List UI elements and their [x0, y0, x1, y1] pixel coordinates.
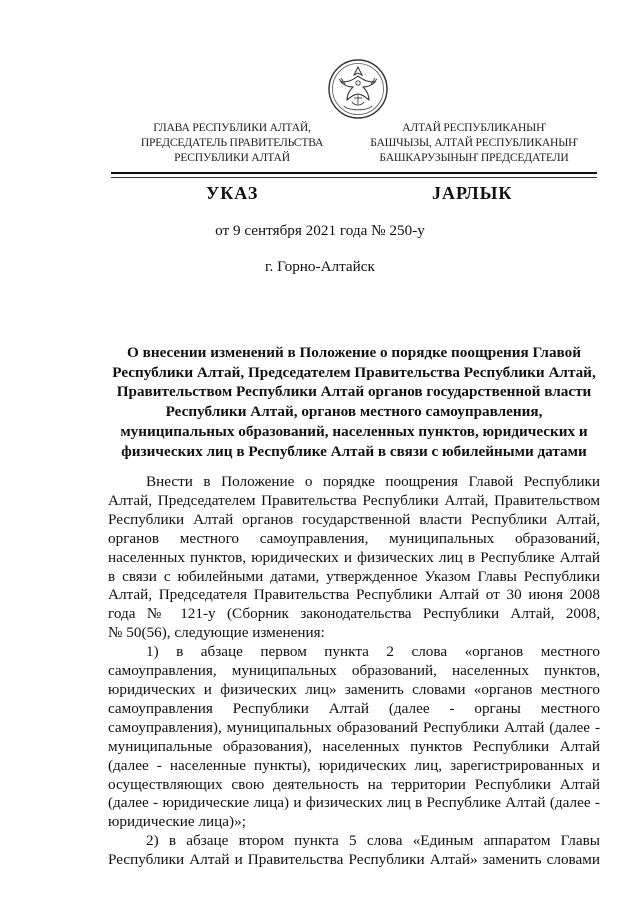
body-line: муниципальные образования), населенных пунктов Республики Алтай	[108, 737, 600, 755]
subject-line: муниципальных образований, населенных пунктов, юридических и	[120, 422, 588, 440]
body-line: Республики Алтай и Правительства Республики Алтай» заменить словами	[108, 851, 600, 869]
header-left-line: РЕСПУБЛИКИ АЛТАЙ	[174, 151, 290, 164]
body-line: 2) в абзаце втором пункта 5 слова «Единым аппаратом Главы	[146, 832, 600, 850]
body-line: (далее - населенные пункты), юридических лиц, зарегистрированных и	[108, 756, 600, 774]
header-divider-thin	[111, 177, 597, 178]
coat-of-arms-emblem	[327, 58, 389, 120]
header-right-line: БАШЧЫЗЫ, АЛТАЙ РЕСПУБЛИКАНЫҤ	[370, 136, 578, 149]
body-line: Республики Алтай органов государственной власти Республики Алтай,	[108, 510, 600, 528]
header-left-line: ПРЕДСЕДАТЕЛЬ ПРАВИТЕЛЬСТВА	[140, 136, 324, 149]
body-line: юридических и физических лиц» заменить словами «органов местного	[108, 680, 600, 698]
issuer-header-russian	[118, 120, 346, 165]
body-line: Алтай, Председателя Правительства Республики Алтай от 30 июня 2008	[108, 586, 600, 604]
body-line: Внести в Положение о порядке поощрения Главой Республики	[146, 473, 600, 490]
document-city: г. Горно-Алтайск	[265, 258, 375, 275]
body-line: в связи с юбилейными датами, утвержденное Указом Главы Республики	[108, 567, 600, 585]
header-left-line: ГЛАВА РЕСПУБЛИКИ АЛТАЙ,	[153, 121, 311, 134]
body-line: 1) в абзаце первом пункта 2 слова «органов местного	[146, 643, 600, 661]
subject-line: Правительством Республики Алтай органов государственной власти	[116, 383, 592, 401]
subject-line: Республики Алтай, Председателем Правительства Республики Алтай,	[112, 363, 596, 381]
body-line: № 50(56), следующие изменения:	[108, 624, 325, 642]
body-line: самоуправления Республики Алтай (далее - органы местного	[108, 699, 600, 717]
header-divider-thick	[111, 172, 597, 174]
document-type-altai: ЈАРЛЫК	[432, 183, 513, 203]
subject-line: Республики Алтай, органов местного самоуправления,	[165, 403, 543, 421]
body-line: юридические лица)»;	[108, 813, 246, 831]
body-line: (далее - юридические лица) и физических лиц в Республике Алтай (далее -	[108, 794, 600, 812]
subject-line: О внесении изменений в Положение о порядке поощрения Главой	[127, 344, 581, 361]
document-body	[108, 473, 600, 870]
body-line: органов местного самоуправления, муниципальных образований,	[108, 529, 600, 547]
body-line: самоуправления), муниципальных образований Республики Алтай (далее -	[108, 718, 600, 736]
document-subject	[108, 343, 600, 461]
body-line: населенных пунктов, юридических и физических лиц в Республике Алтай	[108, 548, 600, 566]
header-right-line: АЛТАЙ РЕСПУБЛИКАНЫҤ	[402, 121, 546, 134]
issuer-header-altai	[356, 120, 592, 165]
subject-line: физических лиц в Республике Алтай в связи с юбилейными датами	[121, 442, 587, 460]
body-line: осуществляющих свою деятельность на территории Республики Алтай	[108, 775, 600, 793]
body-line: Алтай, Председателем Правительства Республики Алтай, Правительством	[108, 491, 600, 509]
document-date-number: от 9 сентября 2021 года № 250-у	[215, 222, 425, 239]
document-type-russian: УКАЗ	[206, 183, 259, 203]
body-line: самоуправления, муниципальных образований, населенных пунктов,	[108, 662, 600, 680]
body-line: года № 121-у (Сборник законодательства Республики Алтай, 2008,	[108, 605, 600, 623]
header-right-line: БАШКАРУЗЫНЫҤ ПРЕДСЕДАТЕЛИ	[379, 151, 569, 164]
